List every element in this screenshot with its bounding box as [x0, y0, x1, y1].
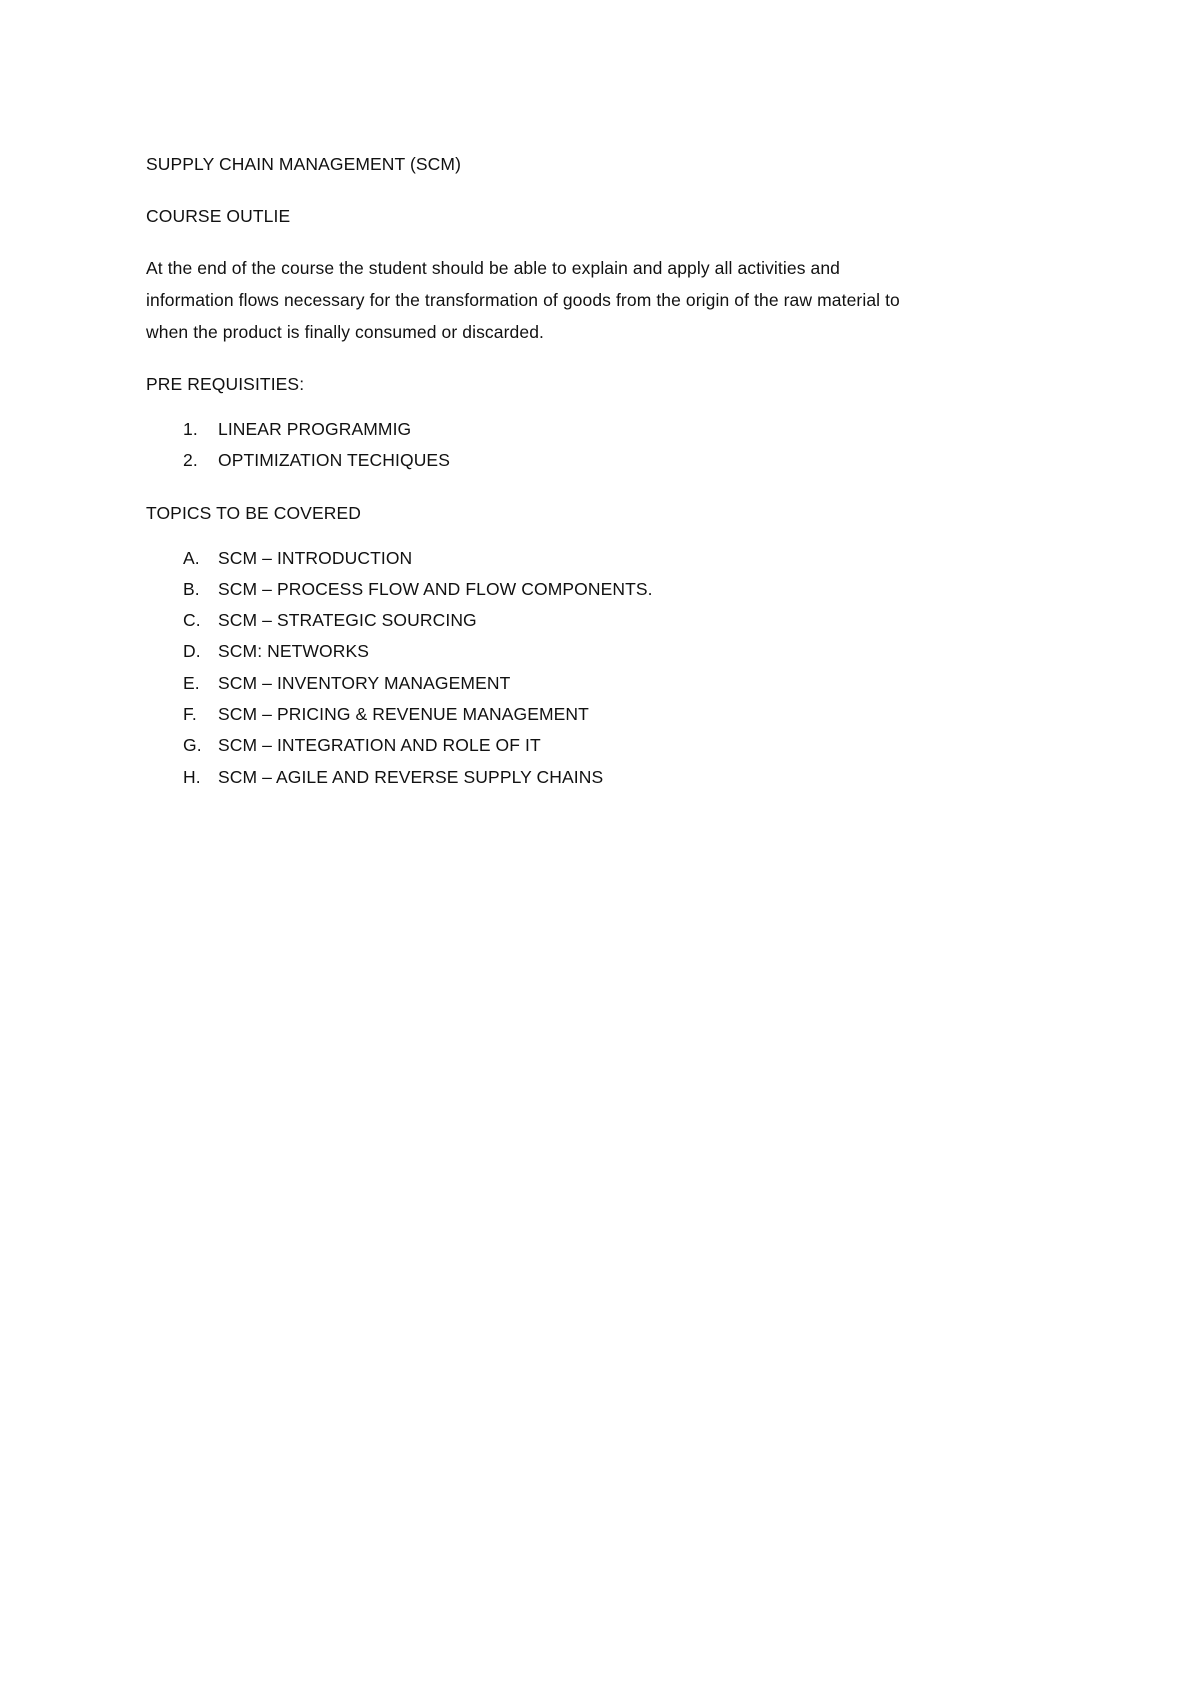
course-description	[146, 252, 1046, 348]
list-marker: F.	[183, 704, 197, 725]
prerequisites-list	[146, 414, 1046, 477]
list-item-text: SCM: NETWORKS	[218, 641, 370, 662]
list-item-text: LINEAR PROGRAMMIG	[218, 419, 412, 439]
list-item	[146, 668, 1046, 699]
list-item-text: SCM – AGILE AND REVERSE SUPPLY CHAINS	[218, 766, 604, 787]
list-marker: G.	[183, 735, 202, 756]
list-item	[146, 605, 1046, 636]
list-item	[146, 543, 1046, 574]
list-item	[146, 730, 1046, 761]
list-item-text: SCM – STRATEGIC SOURCING	[218, 610, 477, 631]
topics-list	[146, 543, 1046, 793]
list-item-text: OPTIMIZATION TECHIQUES	[218, 450, 450, 471]
list-marker: B.	[183, 578, 200, 599]
list-marker: C.	[183, 610, 201, 631]
list-item-text: SCM – PROCESS FLOW AND FLOW COMPONENTS.	[218, 578, 653, 599]
description-line: At the end of the course the student should be able to explain and apply all activities and	[146, 258, 841, 278]
list-marker: E.	[183, 672, 200, 693]
list-item-text: SCM – INVENTORY MANAGEMENT	[218, 672, 511, 693]
document-subtitle: COURSE OUTLIE	[146, 206, 291, 226]
list-marker: 1.	[183, 419, 198, 439]
list-item-text: SCM – INTRODUCTION	[218, 547, 413, 568]
list-item	[146, 699, 1046, 730]
document-title: SUPPLY CHAIN MANAGEMENT (SCM)	[146, 154, 462, 174]
list-marker: 2.	[183, 450, 198, 471]
list-item	[146, 445, 1046, 476]
list-marker: D.	[183, 641, 201, 662]
list-item-text: SCM – PRICING & REVENUE MANAGEMENT	[218, 704, 589, 725]
list-item	[146, 414, 1046, 445]
document-content	[146, 148, 1046, 793]
prerequisites-heading: PRE REQUISITIES:	[146, 374, 305, 394]
list-item	[146, 636, 1046, 667]
list-marker: A.	[183, 547, 200, 568]
description-line: when the product is finally consumed or discarded.	[146, 322, 544, 342]
list-item-text: SCM – INTEGRATION AND ROLE OF IT	[218, 735, 541, 756]
list-item	[146, 574, 1046, 605]
topics-heading: TOPICS TO BE COVERED	[146, 502, 361, 523]
list-marker: H.	[183, 766, 201, 787]
list-item	[146, 762, 1046, 793]
description-line: information flows necessary for the transformation of goods from the origin of the raw material to	[146, 290, 900, 310]
